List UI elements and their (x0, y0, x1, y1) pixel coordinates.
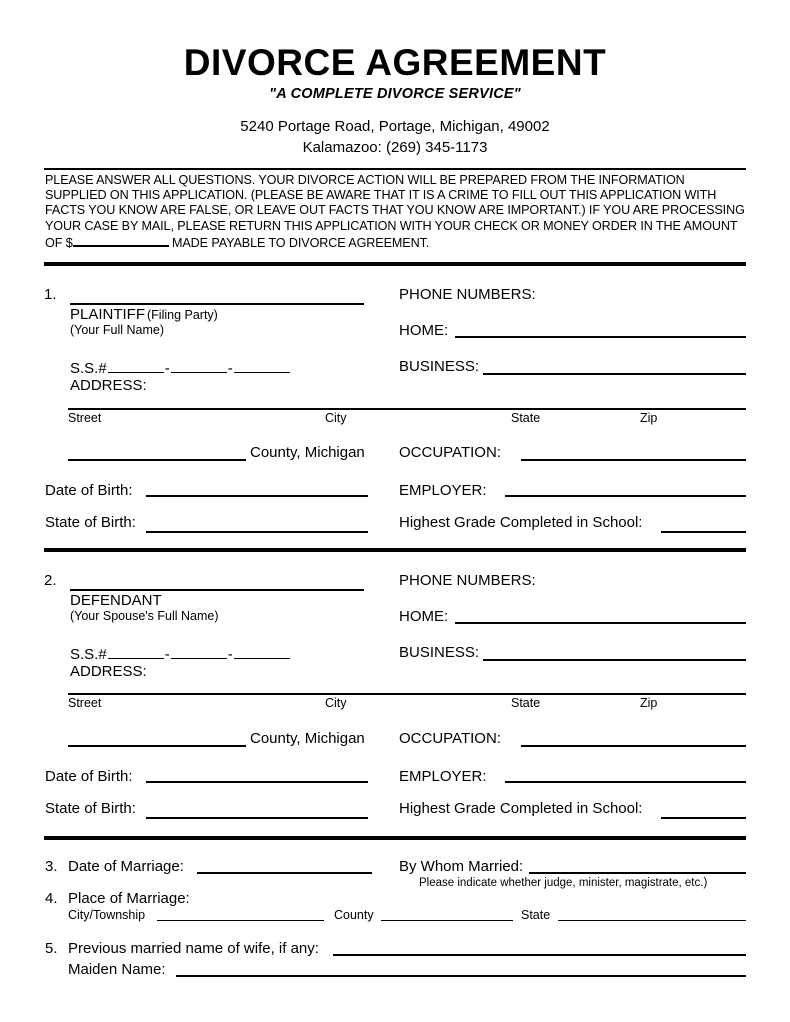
item3-date-blank[interactable] (197, 872, 372, 874)
section1-dob-label: Date of Birth: (45, 482, 133, 499)
divider-top (44, 168, 746, 170)
section1-address-label: ADDRESS: (70, 377, 147, 394)
section1-name-hint: (Your Full Name) (70, 323, 165, 337)
section2-name-blank[interactable] (70, 589, 364, 591)
section1-home-label: HOME: (399, 322, 449, 339)
section2-phone-header: PHONE NUMBERS: (399, 572, 536, 589)
section2-grade-label: Highest Grade Completed in School: (399, 800, 643, 817)
section2-county-label: County, Michigan (250, 730, 365, 747)
section1-sob-label: State of Birth: (45, 514, 136, 531)
office-phone: Kalamazoo: (269) 345-1173 (302, 139, 488, 156)
section1-ssn-label: S.S.# (70, 360, 107, 377)
section2-sob-label: State of Birth: (45, 800, 136, 817)
section2-employer-label: EMPLOYER: (399, 768, 487, 785)
section1-occupation-label: OCCUPATION: (399, 444, 501, 461)
section2-zip-label: Zip (640, 696, 658, 710)
section1-name-blank[interactable] (70, 303, 364, 305)
section1-number: 1. (44, 286, 57, 303)
section2-number: 2. (44, 572, 57, 589)
section1-county-label: County, Michigan (250, 444, 365, 461)
section1-dob-blank[interactable] (146, 495, 368, 497)
page-title: DIVORCE AGREEMENT (183, 42, 607, 83)
item3-by-whom-blank[interactable] (529, 872, 746, 874)
section2-address-blank[interactable] (68, 693, 746, 695)
section1-party-label: PLAINTIFF (70, 306, 146, 323)
section2-name-hint: (Your Spouse's Full Name) (70, 609, 219, 623)
section2-street-label: Street (68, 696, 102, 710)
item4-state-blank[interactable] (558, 920, 746, 921)
item4-county-label: County (334, 908, 374, 922)
divider-section1 (44, 262, 746, 266)
section2-ssn-part3[interactable] (234, 646, 290, 659)
section1-street-label: Street (68, 411, 102, 425)
section2-address-label: ADDRESS: (70, 663, 147, 680)
item5-maiden-label: Maiden Name: (68, 961, 166, 978)
instructions-paragraph (45, 173, 745, 251)
section2-ssn-label: S.S.# (70, 646, 107, 663)
section1-ssn-row: S.S.# - - (70, 360, 291, 376)
section1-employer-label: EMPLOYER: (399, 482, 487, 499)
section1-ssn-part2[interactable] (171, 360, 227, 373)
item4-state-label: State (521, 908, 551, 922)
item5-previous-name-blank[interactable] (333, 954, 746, 956)
divider-section2 (44, 548, 746, 552)
section2-dob-blank[interactable] (146, 781, 368, 783)
section1-grade-blank[interactable] (661, 531, 746, 533)
section2-home-label: HOME: (399, 608, 449, 625)
item5-number: 5. (45, 940, 58, 957)
section2-business-label: BUSINESS: (399, 644, 480, 661)
section1-ssn-part3[interactable] (234, 360, 290, 373)
section2-occupation-blank[interactable] (521, 745, 746, 747)
section1-zip-label: Zip (640, 411, 658, 425)
section2-business-blank[interactable] (483, 659, 746, 661)
section2-sob-blank[interactable] (146, 817, 368, 819)
section2-ssn-part2[interactable] (171, 646, 227, 659)
section1-address-blank[interactable] (68, 408, 746, 410)
section2-city-label: City (325, 696, 347, 710)
section2-county-blank[interactable] (68, 745, 246, 747)
section2-state-label: State (511, 696, 541, 710)
item3-number: 3. (45, 858, 58, 875)
item4-number: 4. (45, 890, 58, 907)
page-subtitle: "A COMPLETE DIVORCE SERVICE" (269, 86, 521, 102)
item5-maiden-blank[interactable] (176, 975, 746, 977)
section2-home-blank[interactable] (455, 622, 746, 624)
section1-ssn-part1[interactable] (108, 360, 164, 373)
section1-business-label: BUSINESS: (399, 358, 480, 375)
section1-state-label: State (511, 411, 541, 425)
section2-occupation-label: OCCUPATION: (399, 730, 501, 747)
item3-by-whom-note: Please indicate whether judge, minister, magistrate, etc.) (419, 877, 708, 889)
item3-label: Date of Marriage: (68, 858, 184, 875)
section1-employer-blank[interactable] (505, 495, 746, 497)
section1-county-blank[interactable] (68, 459, 246, 461)
instructions-text-part1: PLEASE ANSWER ALL QUESTIONS. YOUR DIVORCE ACTION WILL BE PREPARED FROM THE INFORMATION SUPPLIED ON THIS APPLICATION. (PLEASE BE AWARE THAT IT IS A CRIME TO FILL OUT THIS APPLICATION WITH FACTS YOU KNOW ARE FALSE, OR LEAVE OUT FACTS THAT YOU KNOW ARE IMPORTANT.) IF YOU ARE PROCESSING YOUR CASE BY MAIL, PLEASE RETURN THIS APPLICATION WITH YOUR CHECK OR MONEY ORDER IN THE AMOUNT OF $ (45, 173, 745, 250)
divider-item3 (44, 836, 746, 840)
item4-label: Place of Marriage: (68, 890, 190, 907)
section2-ssn-part1[interactable] (108, 646, 164, 659)
item3-by-whom-label: By Whom Married: (399, 858, 524, 875)
section1-phone-header: PHONE NUMBERS: (399, 286, 536, 303)
section1-sob-blank[interactable] (146, 531, 368, 533)
section2-employer-blank[interactable] (505, 781, 746, 783)
amount-blank[interactable] (73, 234, 169, 247)
office-address: 5240 Portage Road, Portage, Michigan, 49002 (240, 118, 550, 135)
item4-city-township-label: City/Township (68, 908, 146, 922)
section2-party-label: DEFENDANT (70, 592, 162, 609)
instructions-text-part2: MADE PAYABLE TO DIVORCE AGREEMENT. (168, 235, 430, 250)
item4-county-blank[interactable] (381, 920, 513, 921)
section1-home-blank[interactable] (455, 336, 746, 338)
section2-ssn-row: S.S.# - - (70, 646, 291, 662)
section2-dob-label: Date of Birth: (45, 768, 133, 785)
item4-city-township-blank[interactable] (157, 920, 324, 921)
item5-label: Previous married name of wife, if any: (68, 940, 319, 957)
section1-grade-label: Highest Grade Completed in School: (399, 514, 643, 531)
section2-grade-blank[interactable] (661, 817, 746, 819)
section1-occupation-blank[interactable] (521, 459, 746, 461)
section1-business-blank[interactable] (483, 373, 746, 375)
section1-city-label: City (325, 411, 347, 425)
section1-party-note: (Filing Party) (147, 308, 218, 322)
